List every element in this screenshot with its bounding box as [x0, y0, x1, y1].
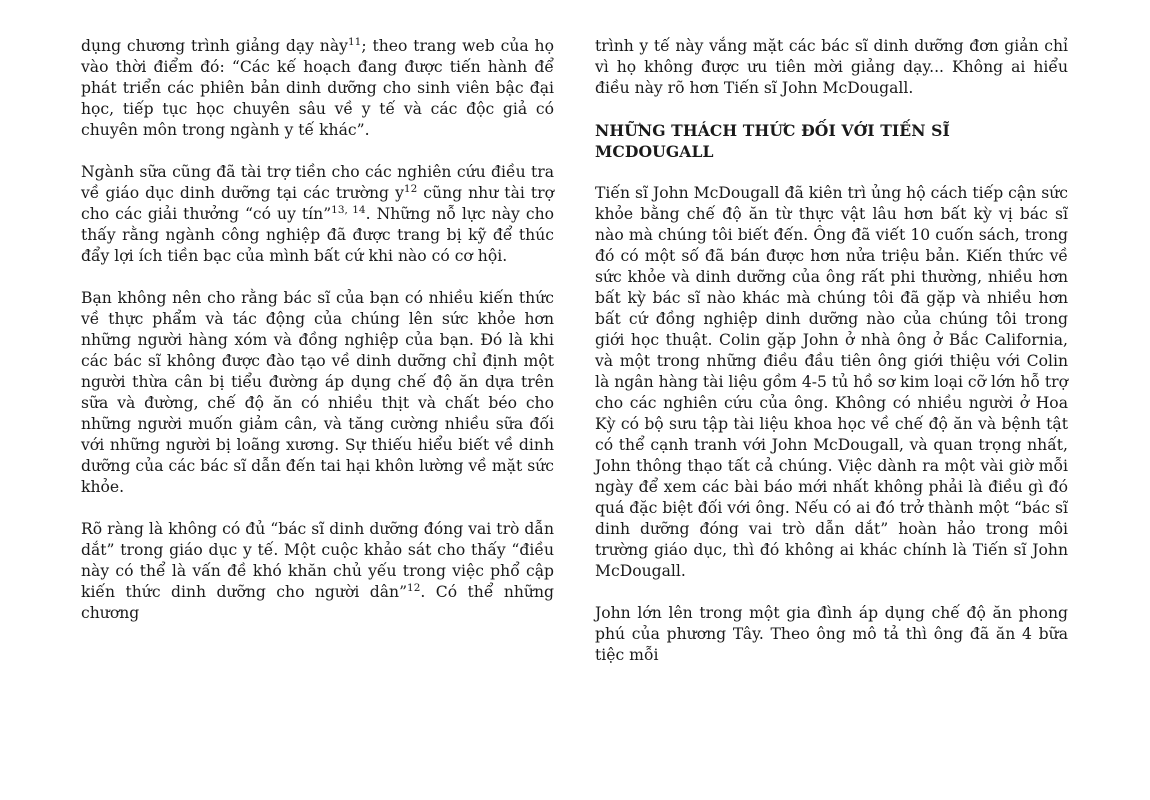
footnote-ref: 11 [347, 36, 362, 48]
paragraph: Ngành sữa cũng đã tài trợ tiền cho các nghiên cứu điều tra về giáo dục dinh dưỡng tại các trường $y^{12}$ cũng như tài trợ cho các giải thưởng “có uy tín”$^{13, 14}$. Những nỗ lực này cho thấy rằng ngành công nghiệp đã được trang bị kỹ để thúc đẩy lợi ích tiền bạc của mình bất cứ khi nào có cơ hội. [81, 163, 554, 265]
footnote-ref: 13, 14 [331, 204, 366, 216]
right-column [595, 36, 1068, 687]
section-heading: NHỮNG THÁCH THỨC ĐỐI VỚI TIẾN SĨ MCDOUGALL [595, 121, 950, 161]
paragraph: Tiến sĩ John McDougall đã kiên trì ủng hộ cách tiếp cận sức khỏe bằng chế độ ăn từ thực vật lâu hơn bất kỳ vị bác sĩ nào mà chúng tôi biết đến. Ông đã viết 10 cuốn sách, trong đó có một số đã bán được hơn nửa triệu bản. Kiến thức về sức khỏe và dinh dưỡng của ông rất phi thường, nhiều hơn bất kỳ bác sĩ nào khác mà chúng tôi đã gặp và nhiều hơn bất cứ đồng nghiệp dinh dưỡng nào của chúng tôi trong giới học thuật. Colin gặp John ở nhà ông ở Bắc California, và một trong những điều đầu tiên ông giới thiệu với Colin là ngân hàng tài liệu gồm 4-5 tủ hồ sơ kim loại cỡ lớn hỗ trợ cho các nghiên cứu của ông. Không có nhiều người ở Hoa Kỳ có bộ sưu tập tài liệu khoa học về chế độ ăn và bệnh tật có thể cạnh tranh với John McDougall, và quan trọng nhất, John thông thạo tất cả chúng. Việc dành ra một vài giờ mỗi ngày để xem các bài báo mới nhất không phải là điều gì đó quá đặc biệt đối với ông. Nếu có ai đó trở thành một “bác sĩ dinh dưỡng đóng vai trò dẫn dắt” hoàn hảo trong môi trường giáo dục, thì đó không ai khác chính là Tiến sĩ John McDougall. [595, 184, 1068, 580]
footnote-ref: 12 [407, 582, 421, 594]
paragraph: Bạn không nên cho rằng bác sĩ của bạn có nhiều kiến thức về thực phẩm và tác động của chúng lên sức khỏe hơn những người hàng xóm và đồng nghiệp của bạn. Đó là khi các bác sĩ không được đào tạo về dinh dưỡng chỉ định một người thừa cân bị tiểu đường áp dụng chế độ ăn dựa trên sữa và đường, chế độ ăn có nhiều thịt và chất béo cho những người muốn giảm cân, và tăng cường nhiều sữa đối với những người bị loãng xương. Sự thiếu hiểu biết về dinh dưỡng của các bác sĩ dẫn đến tai hại khôn lường về mặt sức khỏe. [81, 289, 554, 496]
paragraph: Rõ ràng là không có đủ “bác sĩ dinh dưỡng đóng vai trò dẫn dắt” trong giáo dục y tế. Một cuộc khảo sát cho thấy “điều này có thể là vấn đề khó khăn chủ yếu trong việc phổ cập kiến thức dinh dưỡng cho người dân”$^{12}$. Có thể những chương [81, 520, 554, 622]
paragraph: John lớn lên trong một gia đình áp dụng chế độ ăn phong phú của phương Tây. Theo ông mô tả thì ông đã ăn 4 bữa tiệc mỗi [595, 604, 1068, 664]
left-column [81, 36, 554, 645]
footnote-ref: 12 [403, 183, 418, 195]
paragraph: trình y tế này vắng mặt các bác sĩ dinh dưỡng đơn giản chỉ vì họ không được ưu tiên mời giảng dạy... Không ai hiểu điều này rõ hơn Tiến sĩ John McDougall. [595, 37, 1068, 97]
paragraph: dụng chương trình giảng dạy này$^{11}$; theo trang web của họ vào thời điểm đó: “Các kế hoạch đang được tiến hành để phát triển các phiên bản dinh dưỡng cho sinh viên bậc đại học, tiếp tục học chuyên sâu về y tế và các độc giả có chuyên môn trong ngành y tế khác”. [81, 36, 554, 139]
